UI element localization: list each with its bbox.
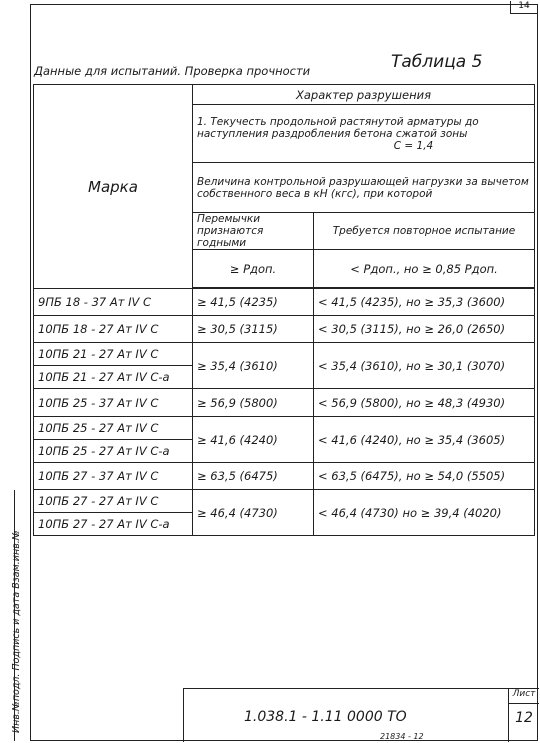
table-title: Таблица 5 bbox=[391, 52, 483, 72]
stamp-label: Инв.№подл. Подпись и дата Взам.инв.№ bbox=[11, 530, 22, 733]
top-page-number: 14 bbox=[510, 1, 537, 14]
table-caption: Данные для испытаний. Проверка прочности bbox=[34, 64, 311, 78]
row-accepted: ≥ 41,5 (4235) bbox=[193, 289, 314, 316]
sheet-label: Лист bbox=[509, 689, 539, 704]
left-margin-stamp bbox=[0, 490, 30, 741]
sheet-cell bbox=[508, 689, 539, 742]
row-mark: 9ПБ 18 - 37 Ат IV С bbox=[34, 289, 193, 316]
row-mark: 10ПБ 21 - 27 Ат IV С bbox=[34, 343, 193, 366]
row-accepted: ≥ 63,5 (6475) bbox=[193, 463, 314, 490]
row-retest: < 56,9 (5800), но ≥ 48,3 (4930) bbox=[314, 389, 535, 417]
col-retest-header: Требуется повторное испытание bbox=[314, 213, 535, 250]
row-retest: < 41,5 (4235), но ≥ 35,3 (3600) bbox=[314, 289, 535, 316]
row-mark: 10ПБ 25 - 37 Ат IV С bbox=[34, 389, 193, 417]
table-row bbox=[34, 343, 535, 366]
row-mark: 10ПБ 27 - 27 Ат IV С bbox=[34, 490, 193, 513]
character-header: Характер разрушения bbox=[193, 85, 535, 105]
table-row bbox=[34, 389, 535, 417]
col-accepted-condition: ≥ Pдоп. bbox=[193, 250, 314, 288]
row-mark: 10ПБ 25 - 27 Ат IV С-а bbox=[34, 440, 193, 463]
row-mark: 10ПБ 27 - 37 Ат IV С bbox=[34, 463, 193, 490]
row-mark: 10ПБ 21 - 27 Ат IV С-а bbox=[34, 366, 193, 389]
row-accepted: ≥ 46,4 (4730) bbox=[193, 490, 314, 536]
row-mark: 10ПБ 25 - 27 Ат IV С bbox=[34, 417, 193, 440]
row-accepted: ≥ 30,5 (3115) bbox=[193, 316, 314, 343]
col-accepted-header: Перемычки признаются годными bbox=[193, 213, 314, 250]
row-retest: < 30,5 (3115), но ≥ 26,0 (2650) bbox=[314, 316, 535, 343]
row-retest: < 41,6 (4240), но ≥ 35,4 (3605) bbox=[314, 417, 535, 463]
row-mark: 10ПБ 18 - 27 Ат IV С bbox=[34, 316, 193, 343]
footer-fragment: 21834 - 12 bbox=[380, 732, 424, 741]
row-accepted: ≥ 56,9 (5800) bbox=[193, 389, 314, 417]
row-accepted: ≥ 35,4 (3610) bbox=[193, 343, 314, 389]
title-block bbox=[183, 688, 539, 742]
load-description: Величина контрольной разрушающей нагрузки за вычетом собственного веса в кН (кгс), при которой bbox=[193, 163, 535, 213]
table-row bbox=[34, 490, 535, 513]
row-mark: 10ПБ 27 - 27 Ат IV С-а bbox=[34, 513, 193, 536]
mark-header: Марка bbox=[34, 85, 193, 289]
row-retest: < 63,5 (6475), но ≥ 54,0 (5505) bbox=[314, 463, 535, 490]
table-row bbox=[34, 316, 535, 343]
document-code: 1.038.1 - 1.11 0000 ТО bbox=[244, 709, 407, 725]
sheet-number: 12 bbox=[515, 710, 533, 726]
table-row bbox=[34, 417, 535, 440]
row-accepted: ≥ 41,6 (4240) bbox=[193, 417, 314, 463]
row-retest: < 46,4 (4730) но ≥ 39,4 (4020) bbox=[314, 490, 535, 536]
row-retest: < 35,4 (3610), но ≥ 30,1 (3070) bbox=[314, 343, 535, 389]
test-data-table bbox=[33, 84, 535, 536]
col-retest-condition: < Pдоп., но ≥ 0,85 Pдоп. bbox=[314, 250, 535, 288]
table-row bbox=[34, 289, 535, 316]
failure-condition: 1. Текучесть продольной растянутой арматуры до наступления раздробления бетона сжатой зоны C = 1,4 bbox=[193, 105, 535, 163]
table-row bbox=[34, 463, 535, 490]
